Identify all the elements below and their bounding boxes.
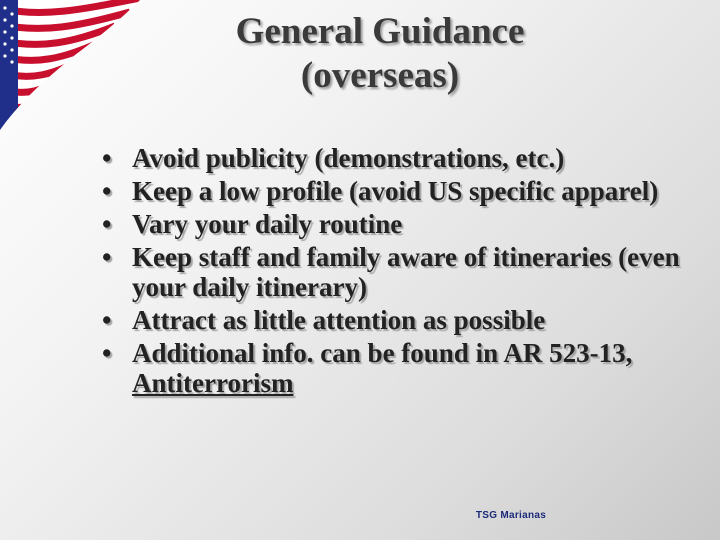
bullet-item (100, 338, 700, 398)
bullet-item (100, 176, 700, 206)
bullet-text: Avoid publicity (demonstrations, etc.) (132, 143, 565, 173)
title-line-2: (overseas) (300, 55, 460, 96)
bullet-text: Keep a low profile (avoid US specific apparel) (132, 176, 659, 206)
bullet-icon: • (102, 242, 112, 272)
slide-title (150, 10, 610, 98)
bullet-list (100, 143, 700, 401)
title-line-1: General Guidance (235, 11, 525, 52)
bullet-item (100, 143, 700, 173)
bullet-text: Vary your daily routine (132, 209, 403, 239)
us-flag-icon (0, 0, 140, 130)
bullet-icon: • (102, 176, 112, 206)
bullet-text: Attract as little attention as possible (132, 305, 546, 335)
bullet-text: Keep staff and family aware of itineraries (even your daily itinerary) (132, 242, 680, 302)
antiterrorism-link[interactable]: Antiterrorism (132, 368, 294, 398)
bullet-text: Additional info. can be found in AR 523-13, (132, 338, 633, 368)
bullet-item (100, 305, 700, 335)
bullet-icon: • (102, 143, 112, 173)
bullet-icon: • (102, 209, 112, 239)
bullet-icon: • (102, 338, 112, 368)
bullet-icon: • (102, 305, 112, 335)
footer-label: TSG Marianas (475, 510, 547, 521)
bullet-item (100, 242, 700, 302)
bullet-item (100, 209, 700, 239)
